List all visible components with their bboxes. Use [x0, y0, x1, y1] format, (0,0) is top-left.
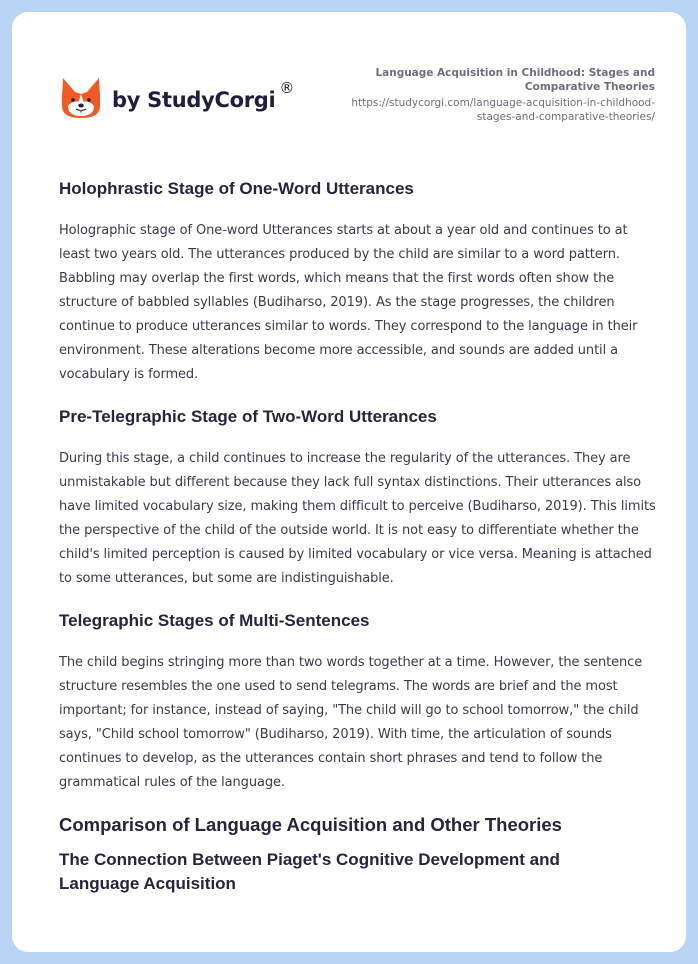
- studycorgi-logo[interactable]: [60, 76, 294, 120]
- document-page: [12, 12, 686, 952]
- section-telegraphic-stages: [59, 608, 659, 795]
- section-heading: Pre-Telegraphic Stage of Two-Word Utterances: [59, 407, 437, 426]
- major-heading: Comparison of Language Acquisition and Other Theories: [59, 814, 562, 835]
- section-pre-telegraphic-stage: [59, 404, 659, 591]
- section-heading: Telegraphic Stages of Multi-Sentences: [59, 611, 370, 630]
- page-header: [12, 12, 686, 162]
- section-paragraph: Holographic stage of One-word Utterances starts at about a year old and continues to at least two years old. The utterances produced by the child are similar to a word pattern. Babbling may overlap the first words, which means that the first words often show the structure of babbled syllables (Budiharso, 2019). As the stage progresses, the children continue to produce utterances similar to words. They correspond to the language in their environment. These alterations become more accessible, and sounds are added until a vocabulary is formed.: [59, 223, 638, 382]
- section-heading: Holophrastic Stage of One-Word Utterances: [59, 179, 414, 198]
- section-paragraph: During this stage, a child continues to increase the regularity of the utterances. They are unmistakable but different because they lack full syntax distinctions. Their utterances also have limited vocabulary size, making them difficult to perceive (Budiharso, 2019). This limits the perspective of the child of the outside world. It is not easy to differentiate whether the child's limited perception is caused by limited vocabulary or vice versa. Meaning is attached to some utterances, but some are indistinguishable.: [59, 451, 656, 586]
- document-meta: [325, 66, 655, 124]
- sub-heading: The Connection Between Piaget's Cognitive Development and Language Acquisition: [59, 850, 560, 893]
- article-content: [59, 176, 659, 896]
- corgi-head-icon: [60, 76, 102, 120]
- section-paragraph: The child begins stringing more than two words together at a time. However, the sentence structure resembles the one used to send telegrams. The words are brief and the most important; for instance, instead of saying, "The child will go to school tomorrow," the child says, "Child school tomorrow" (Budiharso, 2019). With time, the articulation of sounds continues to develop, as the utterances contain short phrases and tend to follow the grammatical rules of the language.: [59, 655, 643, 790]
- document-title: Language Acquisition in Childhood: Stages and Comparative Theories: [375, 67, 655, 93]
- section-holophrastic-stage: [59, 176, 659, 387]
- document-url[interactable]: https://studycorgi.com/language-acquisition-in-childhood-stages-and-comparative-theories/: [351, 97, 655, 123]
- registered-mark: ®: [279, 79, 295, 97]
- brand-name: by StudyCorgi: [112, 88, 276, 112]
